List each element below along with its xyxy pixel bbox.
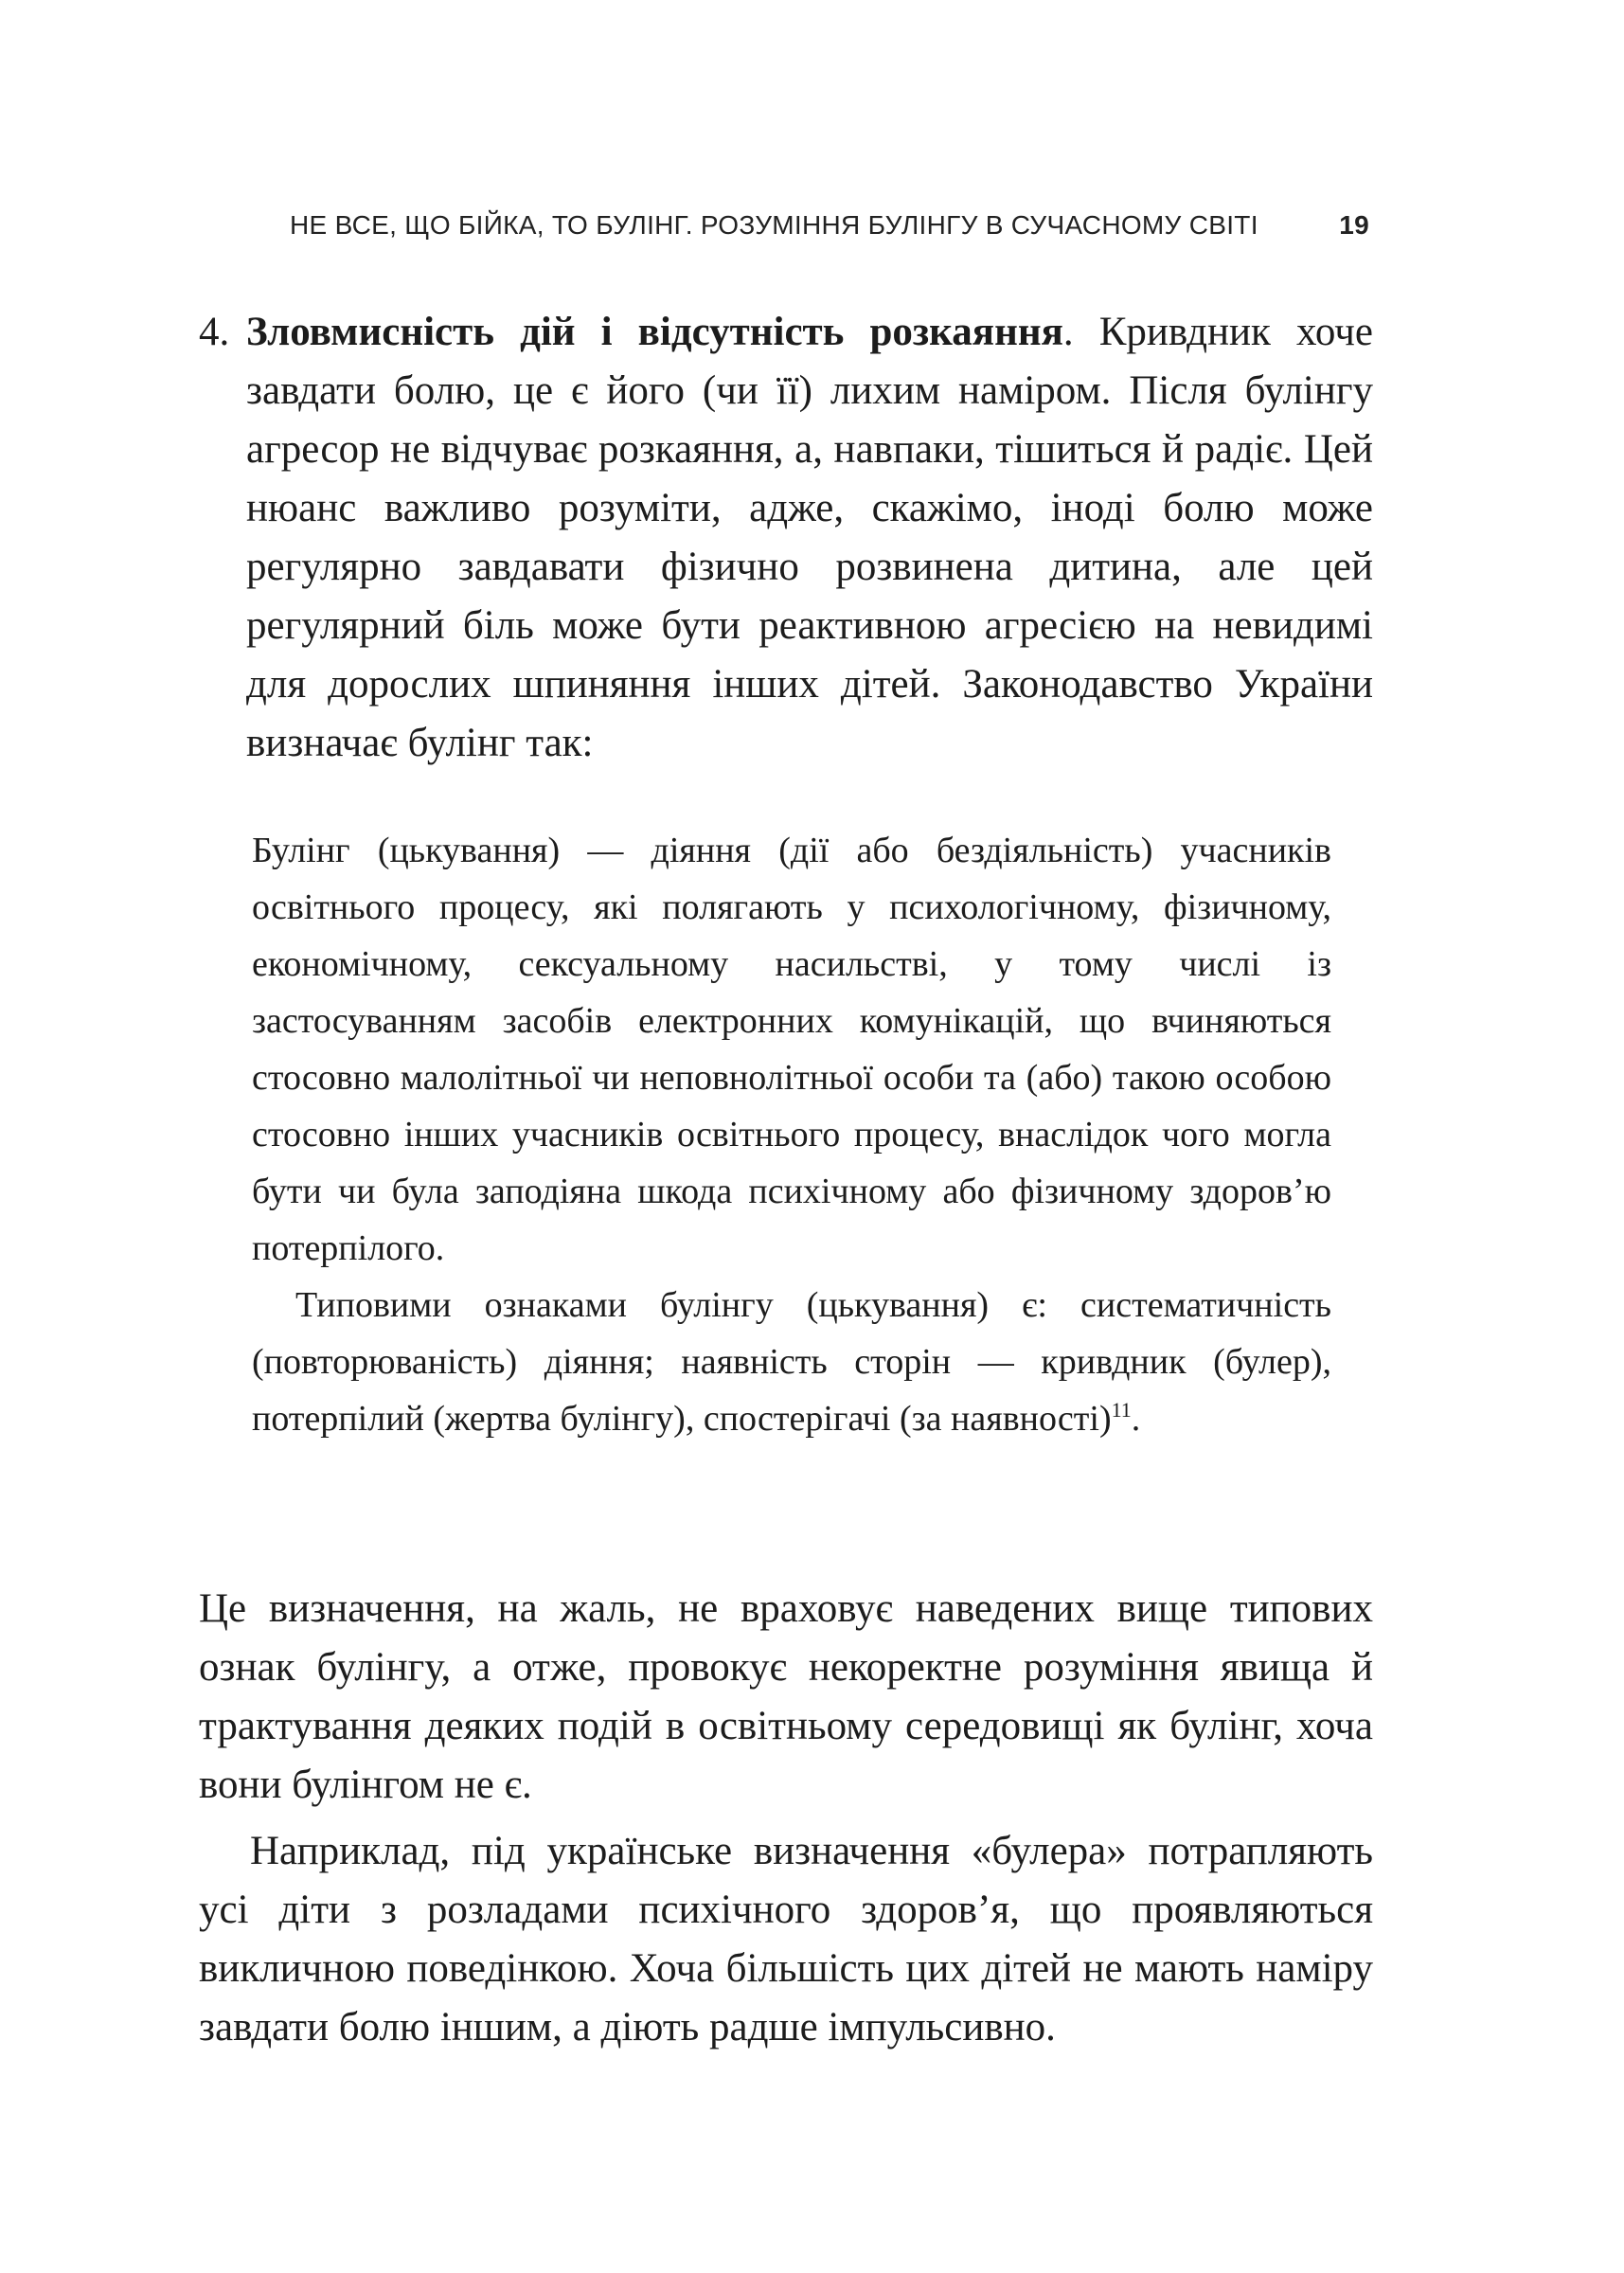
quote-paragraph-definition: Булінг (цькування) — діяння (дії або бездіяльність) учасників освітнього процесу, які полягають у психологічному, фізичному, економічному, сексуальному насильстві, у тому числі із застосуванням засобів електронних комунікацій, що вчиняються стосовно малолітньої чи неповнолітньої особи та (або) такою особою стосовно інших учасників освітнього процесу, внаслідок чого могла бути чи була заподіяна шкода психічному або фізичному здоров’ю потерпілого. — [252, 831, 1331, 1268]
body-paragraph-1: Це визначення, на жаль, не враховує наведених вище типових ознак булінгу, а отже, провокує некоректне розуміння явища й трактування деяких подій в освітньому середовищі як булінг, хоча вони булінгом не є. — [199, 1586, 1373, 1807]
footnote-ref: 11 — [1111, 1398, 1132, 1422]
page-number: 19 — [1339, 210, 1369, 240]
list-item-text — [246, 303, 1373, 773]
list-item-4 — [199, 303, 1373, 773]
quote-paragraph-signs-end: . — [1131, 1399, 1141, 1439]
quote-paragraph-signs-text: Типовими ознаками булінгу (цькування) є: систематичність (повторюваність) діяння; наявність сторін — кривдник (булер), потерпілий (жертва булінгу), спостерігачі (за наявності) — [252, 1285, 1331, 1439]
body-text — [199, 1580, 1373, 2057]
list-item-number: 4. — [199, 310, 230, 354]
quote-paragraph-signs — [252, 1277, 1331, 1447]
list-item-bold-title: Зловмисність дій і відсутність розкаяння — [246, 310, 1063, 354]
law-quote — [252, 822, 1331, 1447]
body-paragraph-2: Наприклад, під українське визначення «булера» потрапляють усі діти з розладами психічного здоров’я, що проявляються викличною поведінкою. Хоча більшість цих дітей не мають наміру завдати болю іншим, а діють радше імпульсивно. — [199, 1829, 1373, 2049]
list-item-body: . Кривдник хоче завдати болю, це є його (чи її) лихим наміром. Після булінгу агресор не відчуває розкаяння, а, навпаки, тішиться й радіє. Цей нюанс важливо розуміти, адже, скажімо, іноді болю може регулярно завдавати фізично розвинена дитина, але цей регулярний біль може бути реактивною агресією на невидимі для дорослих шпиняння інших дітей. Законодавство України визначає булінг так: — [246, 310, 1373, 765]
running-header — [290, 210, 1369, 248]
running-header-title: НЕ ВСЕ, ЩО БІЙКА, ТО БУЛІНГ. РОЗУМІННЯ БУЛІНГУ В СУЧАСНОМУ СВІТІ — [290, 210, 1258, 240]
